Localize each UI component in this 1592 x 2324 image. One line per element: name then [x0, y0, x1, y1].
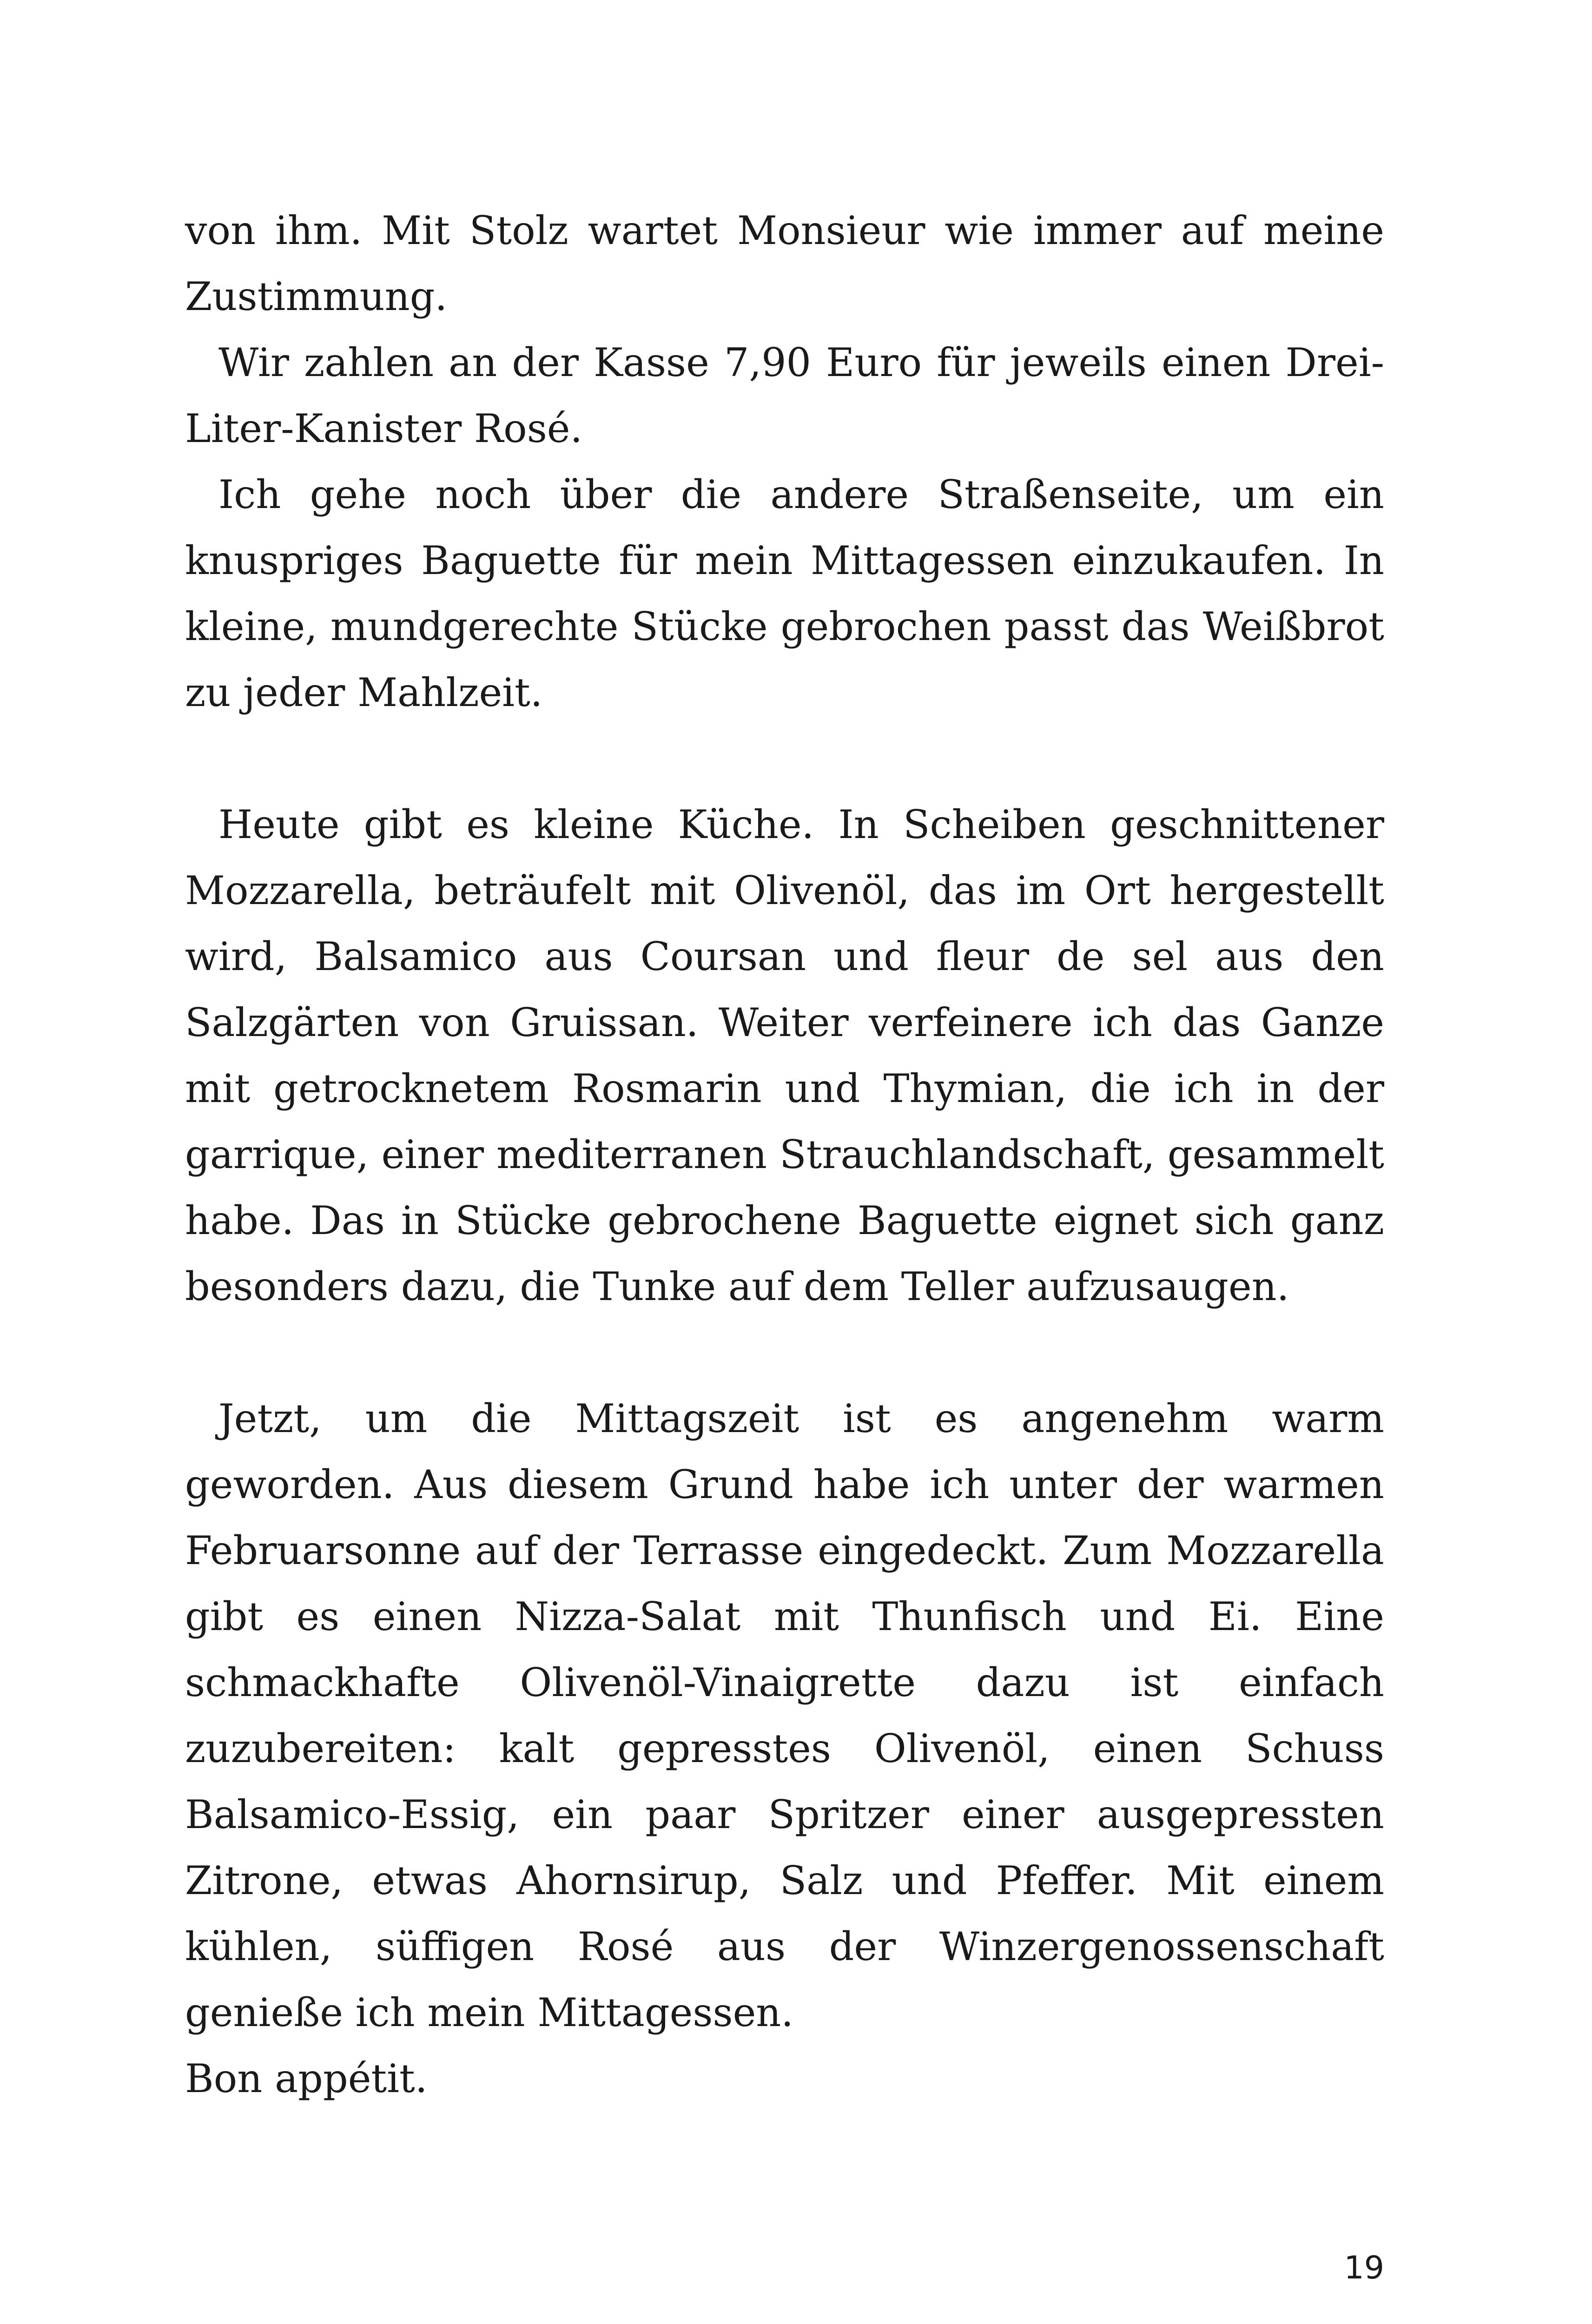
paragraph-continuation: von ihm. Mit Stolz wartet Monsieur wie immer auf meine Zustimmung. — [185, 208, 1384, 319]
body-text — [185, 198, 1384, 2112]
paragraph-payment: Wir zahlen an der Kasse 7,90 Euro für jeweils einen Drei-Liter-Kanister Rosé. — [185, 340, 1384, 451]
paragraph-kitchen: Heute gibt es kleine Küche. In Scheiben geschnittener Mozzarella, beträufelt mit Olivenöl, das im Ort hergestellt wird, Balsamico aus Coursan und fleur de sel aus den Salzgärten von Gruissan. Weiter verfeinere ich das Ganze mit getrocknetem Rosmarin und Thymian, die ich in der garrique, einer mediterranen Strauchlandschaft, gesammelt habe. Das in Stücke gebrochene Baguette eignet sich ganz besonders dazu, die Tunke auf dem Teller aufzusaugen. — [185, 802, 1384, 1309]
paragraph-lunch: Jetzt, um die Mittagszeit ist es angenehm warm geworden. Aus diesem Grund habe ich unter der warmen Februarsonne auf der Terrasse eingedeckt. Zum Mozzarella gibt es einen Nizza-Salat mit Thunfisch und Ei. Eine schmackhafte Olivenöl-Vinaigrette dazu ist einfach zuzubereiten: kalt gepresstes Olivenöl, einen Schuss Balsamico-Essig, ein paar Spritzer einer ausgepressten Zitrone, etwas Ahornsirup, Salz und Pfeffer. Mit einem kühlen, süffigen Rosé aus der Winzergenossenschaft genieße ich mein Mittagessen. — [185, 1396, 1384, 2035]
page-number: 19 — [1344, 2250, 1384, 2286]
paragraph-baguette: Ich gehe noch über die andere Straßenseite, um ein knuspriges Baguette für mein Mittagessen einzukaufen. In kleine, mundgerechte Stücke gebrochen passt das Weißbrot zu jeder Mahlzeit. — [185, 472, 1384, 715]
paragraph-bon-appetit: Bon appétit. — [185, 2056, 428, 2101]
